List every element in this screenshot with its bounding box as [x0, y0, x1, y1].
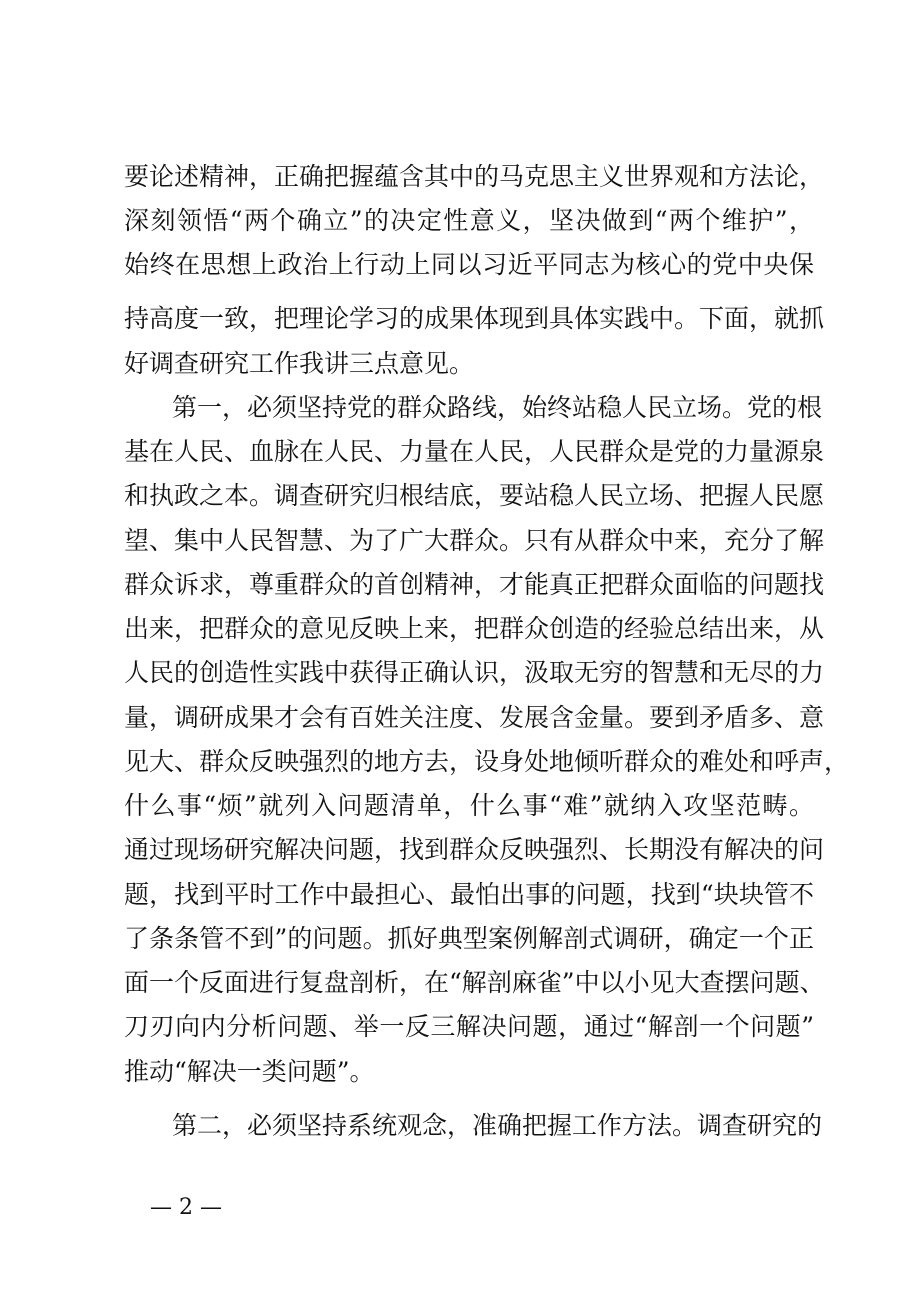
text-line: 通过现场研究解决问题，找到群众反映强烈、长期没有解决的问	[124, 835, 825, 864]
text-line: 了条条管不到”的问题。抓好典型案例解剖式调研，确定一个正	[124, 924, 814, 953]
text-line: 持高度一致，把理论学习的成果体现到具体实践中。下面，就抓	[124, 304, 825, 333]
text-line: 人民的创造性实践中获得正确认识，汲取无穷的智慧和无尽的力	[124, 658, 825, 687]
text-line: 出来，把群众的意见反映上来，把群众创造的经验总结出来，从	[124, 614, 825, 643]
text-line: 始终在思想上政治上行动上同以习近平同志为核心的党中央保	[124, 250, 814, 279]
text-line: 群众诉求，尊重群众的首创精神，才能真正把群众面临的问题找	[124, 570, 825, 599]
paragraph-heading-line: 第二，必须坚持系统观念，准确把握工作方法。调查研究的	[172, 1111, 823, 1140]
text-line: 好调查研究工作我讲三点意见。	[124, 349, 475, 378]
text-line: 面一个反面进行复盘剖析，在“解剖麻雀”中以小见大查摆问题、	[124, 968, 825, 997]
paragraph-heading-line: 第一，必须坚持党的群众路线，始终站稳人民立场。党的根	[172, 393, 823, 422]
text-line: 量，调研成果才会有百姓关注度、发展含金量。要到矛盾多、意	[124, 703, 825, 732]
text-line: 题，找到平时工作中最担心、最怕出事的问题，找到“块块管不	[124, 880, 814, 909]
text-line: 刀刃向内分析问题、举一反三解决问题，通过“解剖一个问题”	[124, 1012, 814, 1041]
text-line: 望、集中人民智慧、为了广大群众。只有从群众中来，充分了解	[124, 526, 825, 555]
text-line: 和执政之本。调查研究归根结底，要站稳人民立场、把握人民愿	[124, 481, 825, 510]
text-line: 深刻领悟“两个确立”的决定性意义，坚决做到“两个维护”，	[124, 206, 814, 235]
text-line: 什么事“烦”就列入问题清单，什么事“难”就纳入攻坚范畴。	[124, 791, 814, 820]
text-line: 见大、群众反映强烈的地方去，设身处地倾听群众的难处和呼声，	[124, 747, 850, 776]
text-line: 要论述精神，正确把握蕴含其中的马克思主义世界观和方法论，	[124, 162, 825, 191]
text-line: 基在人民、血脉在人民、力量在人民，人民群众是党的力量源泉	[124, 437, 825, 466]
text-line: 推动“解决一类问题”。	[124, 1057, 375, 1086]
page-number: — 2 —	[150, 1195, 222, 1220]
